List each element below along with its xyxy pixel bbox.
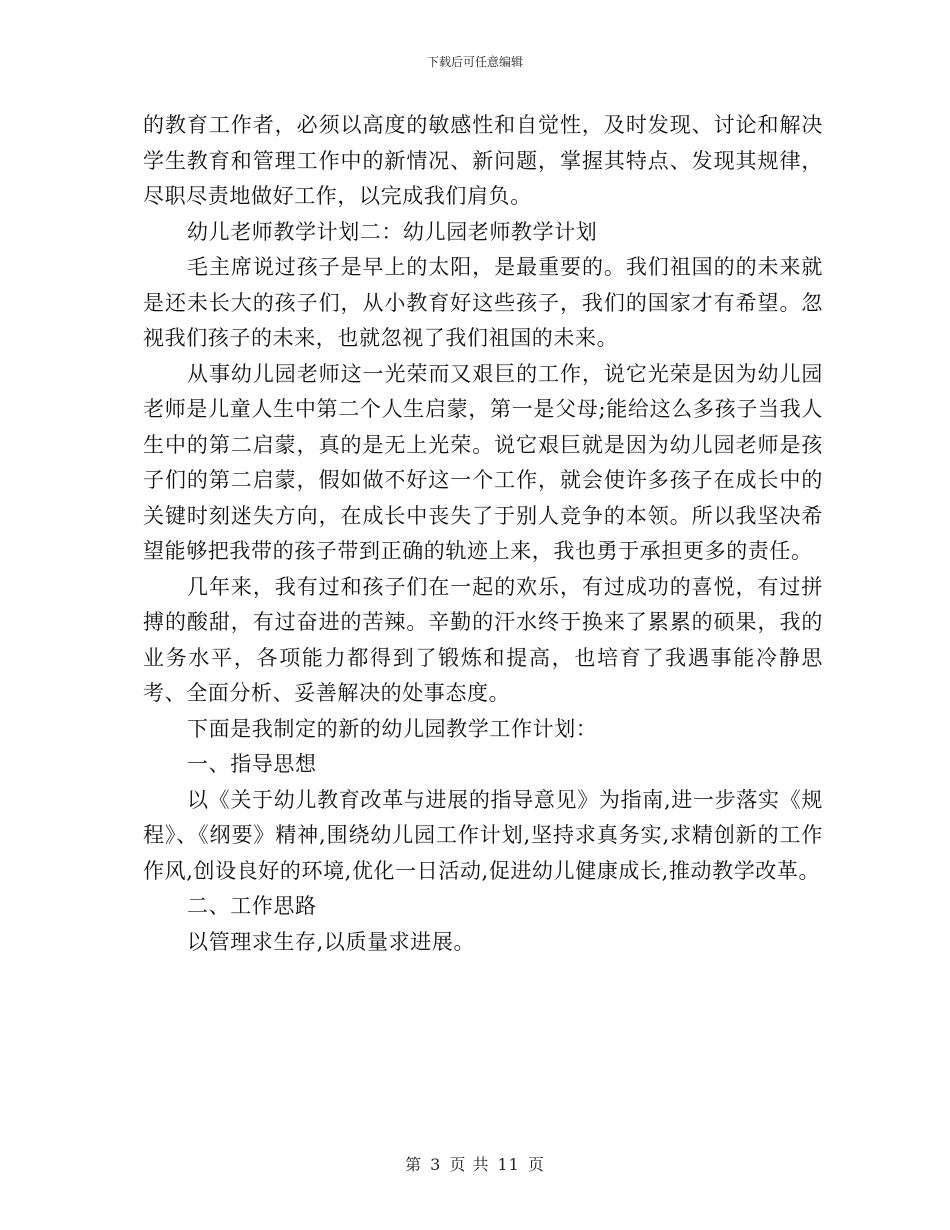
footer-middle: 页 共 bbox=[449, 1155, 490, 1174]
current-page-number: 3 bbox=[430, 1155, 442, 1174]
paragraph: 几年来，我有过和孩子们在一起的欢乐，有过成功的喜悦，有过拼搏的酸甜，有过奋进的苦辣。辛勤的汗水终于换来了累累的硕果，我的业务水平，各项能力都得到了锻炼和提高，也培育了我遇事能冷静思考、全面分析、妥善解决的处事态度。 bbox=[143, 574, 823, 705]
section-heading: 二、工作思路 bbox=[187, 894, 317, 918]
page-header: 下载后可任意编辑 bbox=[426, 55, 523, 69]
page-footer bbox=[0, 1155, 950, 1175]
document-body bbox=[143, 108, 823, 960]
section-title: 幼儿老师教学计划二：幼儿园老师教学计划 bbox=[187, 219, 598, 244]
footer-prefix: 第 bbox=[405, 1155, 423, 1174]
paragraph: 的教育工作者，必须以高度的敏感性和自觉性，及时发现、讨论和解决学生教育和管理工作中的新情况、新问题，掌握其特点、发现其规律，尽职尽责地做好工作，以完成我们肩负。 bbox=[143, 113, 823, 208]
paragraph: 下面是我制定的新的幼儿园教学工作计划： bbox=[187, 716, 598, 741]
footer-suffix: 页 bbox=[527, 1155, 545, 1174]
total-pages-number: 11 bbox=[497, 1155, 520, 1174]
paragraph: 从事幼儿园老师这一光荣而又艰巨的工作，说它光荣是因为幼儿园老师是儿童人生中第二个人生启蒙，第一是父母;能给这么多孩子当我人生中的第二启蒙，真的是无上光荣。说它艰巨就是因为幼儿园老师是孩子们的第二启蒙，假如做不好这一个工作，就会使许多孩子在成长中的关键时刻迷失方向，在成长中丧失了于别人竞争的本领。所以我坚决希望能够把我带的孩子带到正确的轨迹上来，我也勇于承担更多的责任。 bbox=[143, 361, 823, 563]
paragraph: 以《关于幼儿教育改革与进展的指导意见》为指南,进一步落实《规程》、《纲要》精神,围绕幼儿园工作计划,坚持求真务实,求精创新的工作作风,创设良好的环境,优化一日活动,促进幼儿健康成长,推动教学改革。 bbox=[143, 787, 823, 883]
section-heading: 一、指导思想 bbox=[187, 752, 317, 776]
paragraph: 毛主席说过孩子是早上的太阳，是最重要的。我们祖国的的未来就是还未长大的孩子们，从小教育好这些孩子，我们的国家才有希望。忽视我们孩子的未来，也就忽视了我们祖国的未来。 bbox=[143, 255, 823, 350]
paragraph: 以管理求生存,以质量求进展。 bbox=[187, 929, 476, 954]
